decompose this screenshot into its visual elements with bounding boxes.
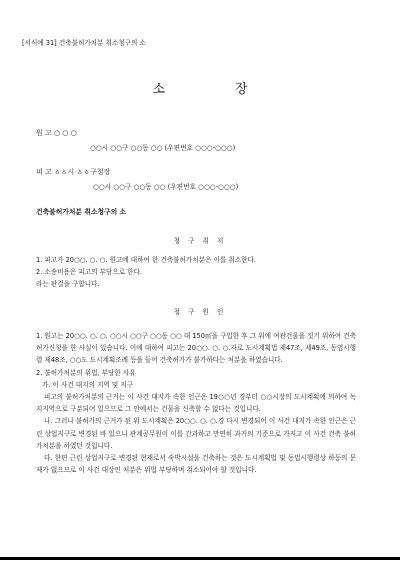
title-char-2: 장 [235, 82, 248, 97]
title-char-1: 소 [152, 82, 165, 97]
grounds-heading: 청 구 원 인 [173, 308, 227, 316]
bottom-rule [0, 557, 400, 560]
document-title [0, 78, 400, 97]
plaintiff-label: 원 고 ○ ○ ○ [36, 129, 77, 137]
case-heading: 건축불허가처분 취소청구의 소 [36, 208, 127, 216]
grounds-paragraph: 2. 불허가처분의 위법, 부당한 사유 [36, 368, 136, 377]
claim-heading: 청 구 취 지 [173, 237, 227, 245]
claim-line: 라는 판결을 구합니다. [36, 280, 100, 289]
defendant-address: ○○시 ○○구 ○○동 ○○ (우편번호 ○○○-○○○) [93, 183, 239, 191]
plaintiff-address: ○○시 ○○구 ○○동 ○○ (우편번호 ○○○-○○○) [90, 144, 236, 152]
grounds-paragraph: 가. 이 사건 대지의 지역 및 지구 [42, 380, 134, 389]
form-label: [서식예 31] 건축불허가처분 취소청구의 소 [22, 39, 146, 47]
claim-line: 2. 소송비용은 피고의 부담으로 한다. [36, 268, 142, 277]
grounds-paragraph: 다. 한편 근린 상업지구로 변경된 현재로서 숙박시설을 건축하는 것은 도시계획법 및 동법시행령상 하등의 문제가 없으므로 이 사건 대상인 처분은 위법 부당하며 취소되어야 할 것입니다. [36, 454, 356, 475]
grounds-paragraph: 1. 원고는 20○○. ○. ○. ○○시 ○○구 ○○동 ○○ 대 150㎡을 구입한 후 그 위에 여관건물을 짓기 위하여 건축허가신청을 한 사실이 있습니다. 이에 대하여 피고는 20○○. ○. ○.자로 도시계획법 제47조, 제49조, 동법시행령 제48조, ○○도 도시계획조례 등을 들어 건축허가가 불가하다는 처분을 하였습니다. [36, 332, 356, 365]
claim-body [36, 254, 356, 291]
grounds-paragraph: 나. 그러나 불허가의 근거가 된 위 도시계획은 20○○. ○. ○.경 다시 변경되어 이 사건 대지가 속한 인근은 근린 상업지구로 변경된 바 있으니 관계공무원이 이를 간과하고 만연히 과거의 기준으로 가지고 이 사건 건축 불허가처분을 하였던 것입니다. [36, 417, 356, 450]
defendant-label: 피 고 ㅿㅿ시 ㅿㅿ구청장 [36, 168, 111, 176]
grounds-paragraph: 피고의 불허가처분의 근거는 이 사건 대지가 속한 인근은 19○○년 경부터 ○○시장의 도시계획에 의하여 녹지지역으로 구분되어 있으므로 그 안에서는 건물을 신축할 수 없다는 것입니다. [36, 393, 356, 414]
grounds-body [36, 330, 356, 476]
claim-line: 1. 피고가 20○○. ○. ○. 원고에 대하여 한 건축불허가처분은 이를 취소한다. [36, 256, 256, 264]
